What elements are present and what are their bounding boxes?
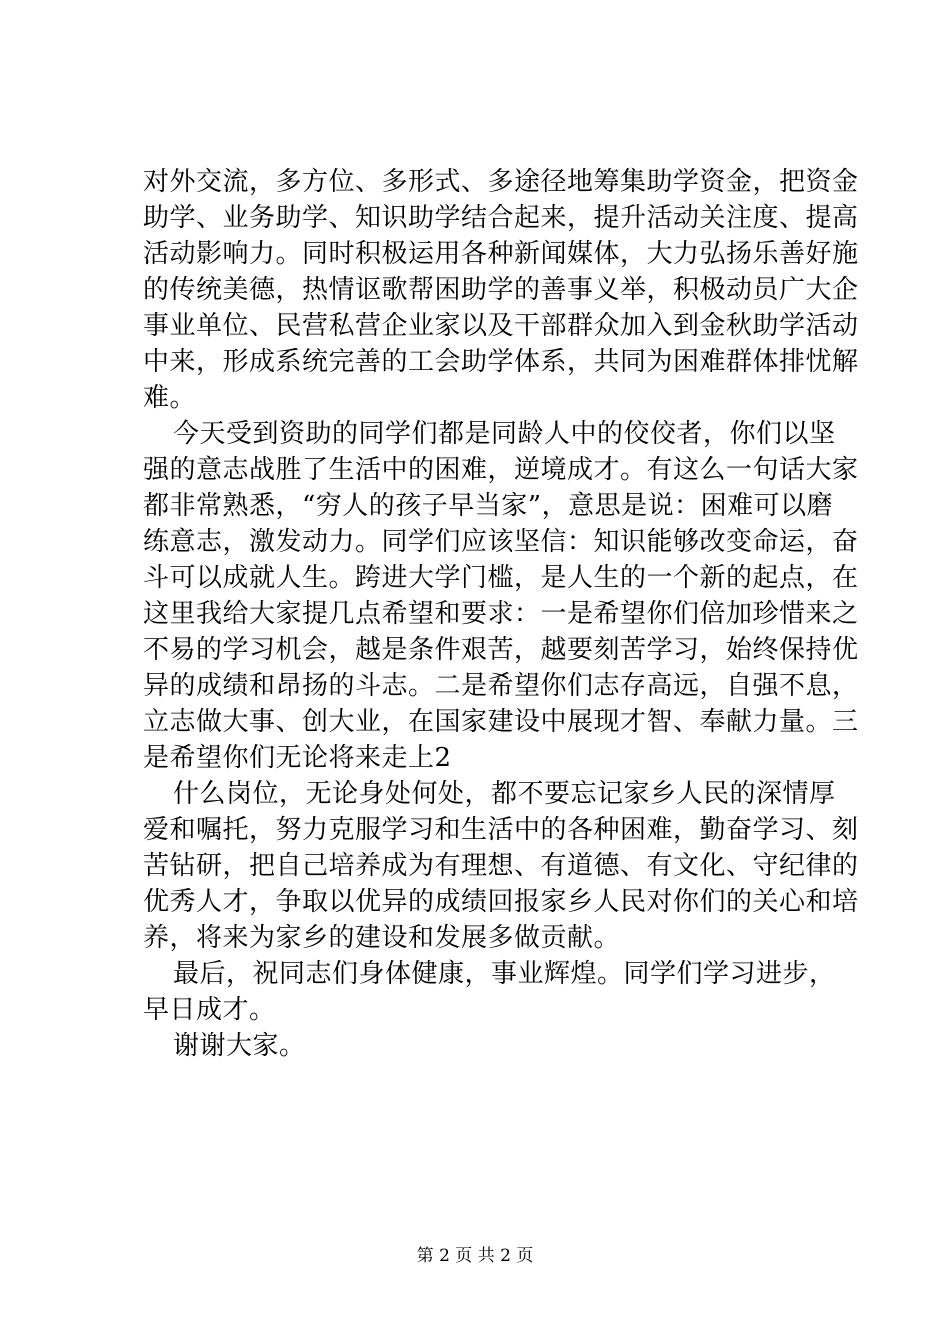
document-body <box>143 164 859 1064</box>
text-line: 这里我给大家提几点希望和要求：一是希望你们倍加珍惜来之 <box>143 599 859 629</box>
text-line: 早日成才。 <box>143 995 276 1025</box>
text-line: 对外交流，多方位、多形式、多途径地筹集助学资金，把资金 <box>143 167 859 197</box>
text-line: 的传统美德，热情讴歌帮困助学的善事义举，积极动员广大企 <box>143 275 859 305</box>
text-line: 事业单位、民营私营企业家以及干部群众加入到金秋助学活动 <box>143 311 859 341</box>
text-line: 立志做大事、创大业，在国家建设中展现才智、奉献力量。三 <box>143 707 859 737</box>
text-line: 中来，形成系统完善的工会助学体系，共同为困难群体排忧解 <box>143 347 859 377</box>
text-line: 异的成绩和昂扬的斗志。二是希望你们志存高远，自强不息， <box>143 671 859 701</box>
text-line: 苦钻研，把自己培养成为有理想、有道德、有文化、守纪律的 <box>143 851 859 881</box>
page-number-label: 第 2 页 共 2 页 <box>416 1246 534 1266</box>
text-line: 最后，祝同志们身体健康，事业辉煌。同学们学习进步， <box>173 959 836 989</box>
page-footer <box>0 1244 950 1268</box>
text-line: 都非常熟悉，“穷人的孩子早当家”，意思是说：困难可以磨 <box>143 491 834 521</box>
text-line: 是希望你们无论将来走上2 <box>143 743 452 773</box>
text-line: 活动影响力。同时积极运用各种新闻媒体，大力弘扬乐善好施 <box>143 239 859 269</box>
text-line: 不易的学习机会，越是条件艰苦，越要刻苦学习，始终保持优 <box>143 635 859 665</box>
text-line: 难。 <box>143 383 197 413</box>
text-line: 今天受到资助的同学们都是同龄人中的佼佼者，你们以坚 <box>173 419 836 449</box>
text-line: 强的意志战胜了生活中的困难，逆境成才。有这么一句话大家 <box>143 455 859 485</box>
text-line: 什么岗位，无论身处何处，都不要忘记家乡人民的深情厚 <box>173 779 836 809</box>
text-line: 爱和嘱托，努力克服学习和生活中的各种困难，勤奋学习、刻 <box>143 815 859 845</box>
text-line: 斗可以成就人生。跨进大学门槛，是人生的一个新的起点，在 <box>143 563 859 593</box>
text-line: 养，将来为家乡的建设和发展多做贡献。 <box>143 923 621 953</box>
text-line: 练意志，激发动力。同学们应该坚信：知识能够改变命运，奋 <box>143 527 859 557</box>
text-line: 谢谢大家。 <box>173 1031 306 1061</box>
text-line: 助学、业务助学、知识助学结合起来，提升活动关注度、提高 <box>143 203 859 233</box>
text-line: 优秀人才，争取以优异的成绩回报家乡人民对你们的关心和培 <box>143 887 859 917</box>
